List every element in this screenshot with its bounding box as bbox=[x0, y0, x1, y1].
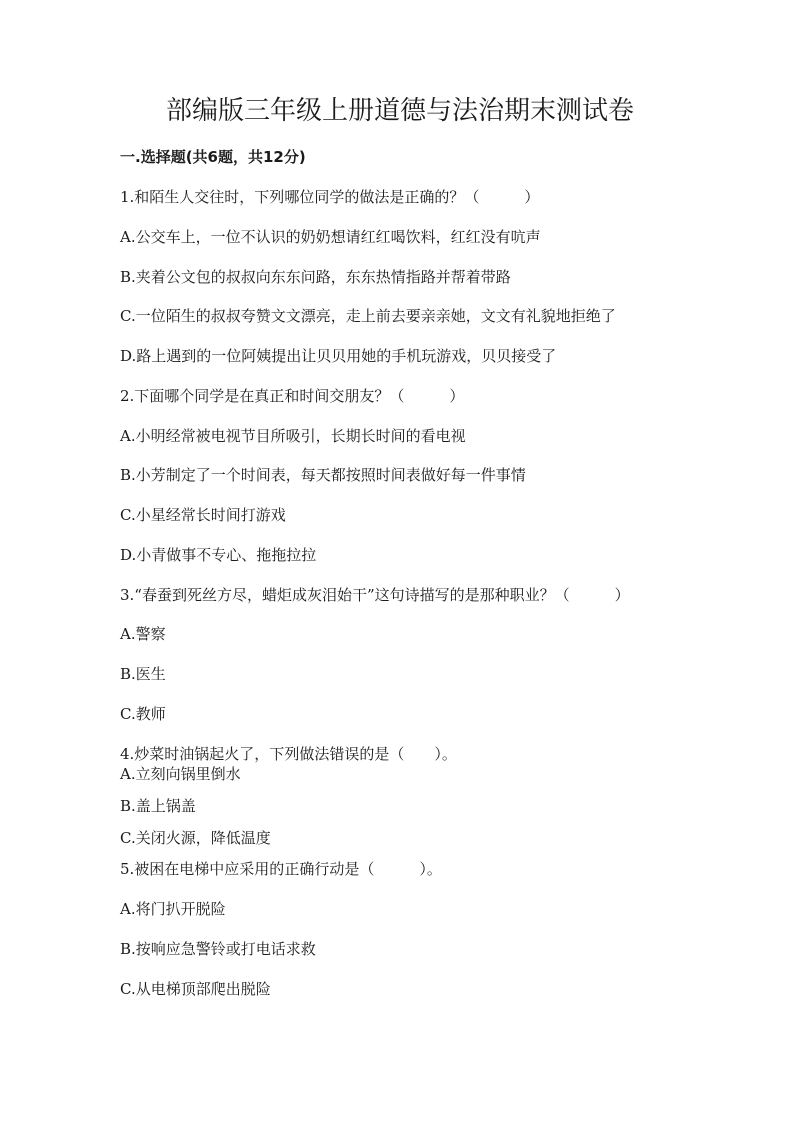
question-1-stem: 1.和陌生人交往时，下列哪位同学的做法是正确的？（ ） bbox=[120, 188, 540, 206]
question-4-stem: 4.炒菜时油锅起火了，下列做法错误的是（ ）。 bbox=[120, 745, 457, 763]
question-5-option-a: A.将门扒开脱险 bbox=[120, 900, 226, 918]
question-2-option-d: D.小青做事不专心、拖拖拉拉 bbox=[120, 546, 317, 564]
question-4-option-a: A.立刻向锅里倒水 bbox=[120, 765, 241, 783]
question-2-option-a: A.小明经常被电视节目所吸引，长期长时间的看电视 bbox=[120, 427, 466, 445]
question-3-option-c: C.教师 bbox=[120, 705, 166, 723]
question-1-option-c: C.一位陌生的叔叔夸赞文文漂亮，走上前去要亲亲她，文文有礼貌地拒绝了 bbox=[120, 307, 616, 325]
question-2-option-b: B.小芳制定了一个时间表，每天都按照时间表做好每一件事情 bbox=[120, 466, 526, 484]
question-3-option-b: B.医生 bbox=[120, 665, 166, 683]
question-4-option-c: C.关闭火源，降低温度 bbox=[120, 829, 271, 847]
question-2-option-c: C.小星经常长时间打游戏 bbox=[120, 506, 286, 524]
question-5-option-c: C.从电梯顶部爬出脱险 bbox=[120, 980, 271, 998]
question-4-option-b: B.盖上锅盖 bbox=[120, 797, 196, 815]
page-title: 部编版三年级上册道德与法治期末测试卷 bbox=[165, 96, 634, 126]
question-1-option-b: B.夹着公文包的叔叔向东东问路，东东热情指路并帮着带路 bbox=[120, 268, 511, 286]
section-heading: 一.选择题(共6题，共12分) bbox=[120, 148, 306, 166]
question-5-option-b: B.按响应急警铃或打电话求救 bbox=[120, 940, 316, 958]
question-1-option-a: A.公交车上，一位不认识的奶奶想请红红喝饮料，红红没有吭声 bbox=[120, 228, 541, 246]
question-1-option-d: D.路上遇到的一位阿姨提出让贝贝用她的手机玩游戏，贝贝接受了 bbox=[120, 347, 557, 365]
question-2-stem: 2.下面哪个同学是在真正和时间交朋友？（ ） bbox=[120, 387, 465, 405]
question-3-option-a: A.警察 bbox=[120, 625, 166, 643]
question-3-stem: 3.“春蚕到死丝方尽，蜡炬成灰泪始干”这句诗描写的是那种职业？（ ） bbox=[120, 586, 630, 604]
question-5-stem: 5.被困在电梯中应采用的正确行动是（ ）。 bbox=[120, 860, 442, 878]
